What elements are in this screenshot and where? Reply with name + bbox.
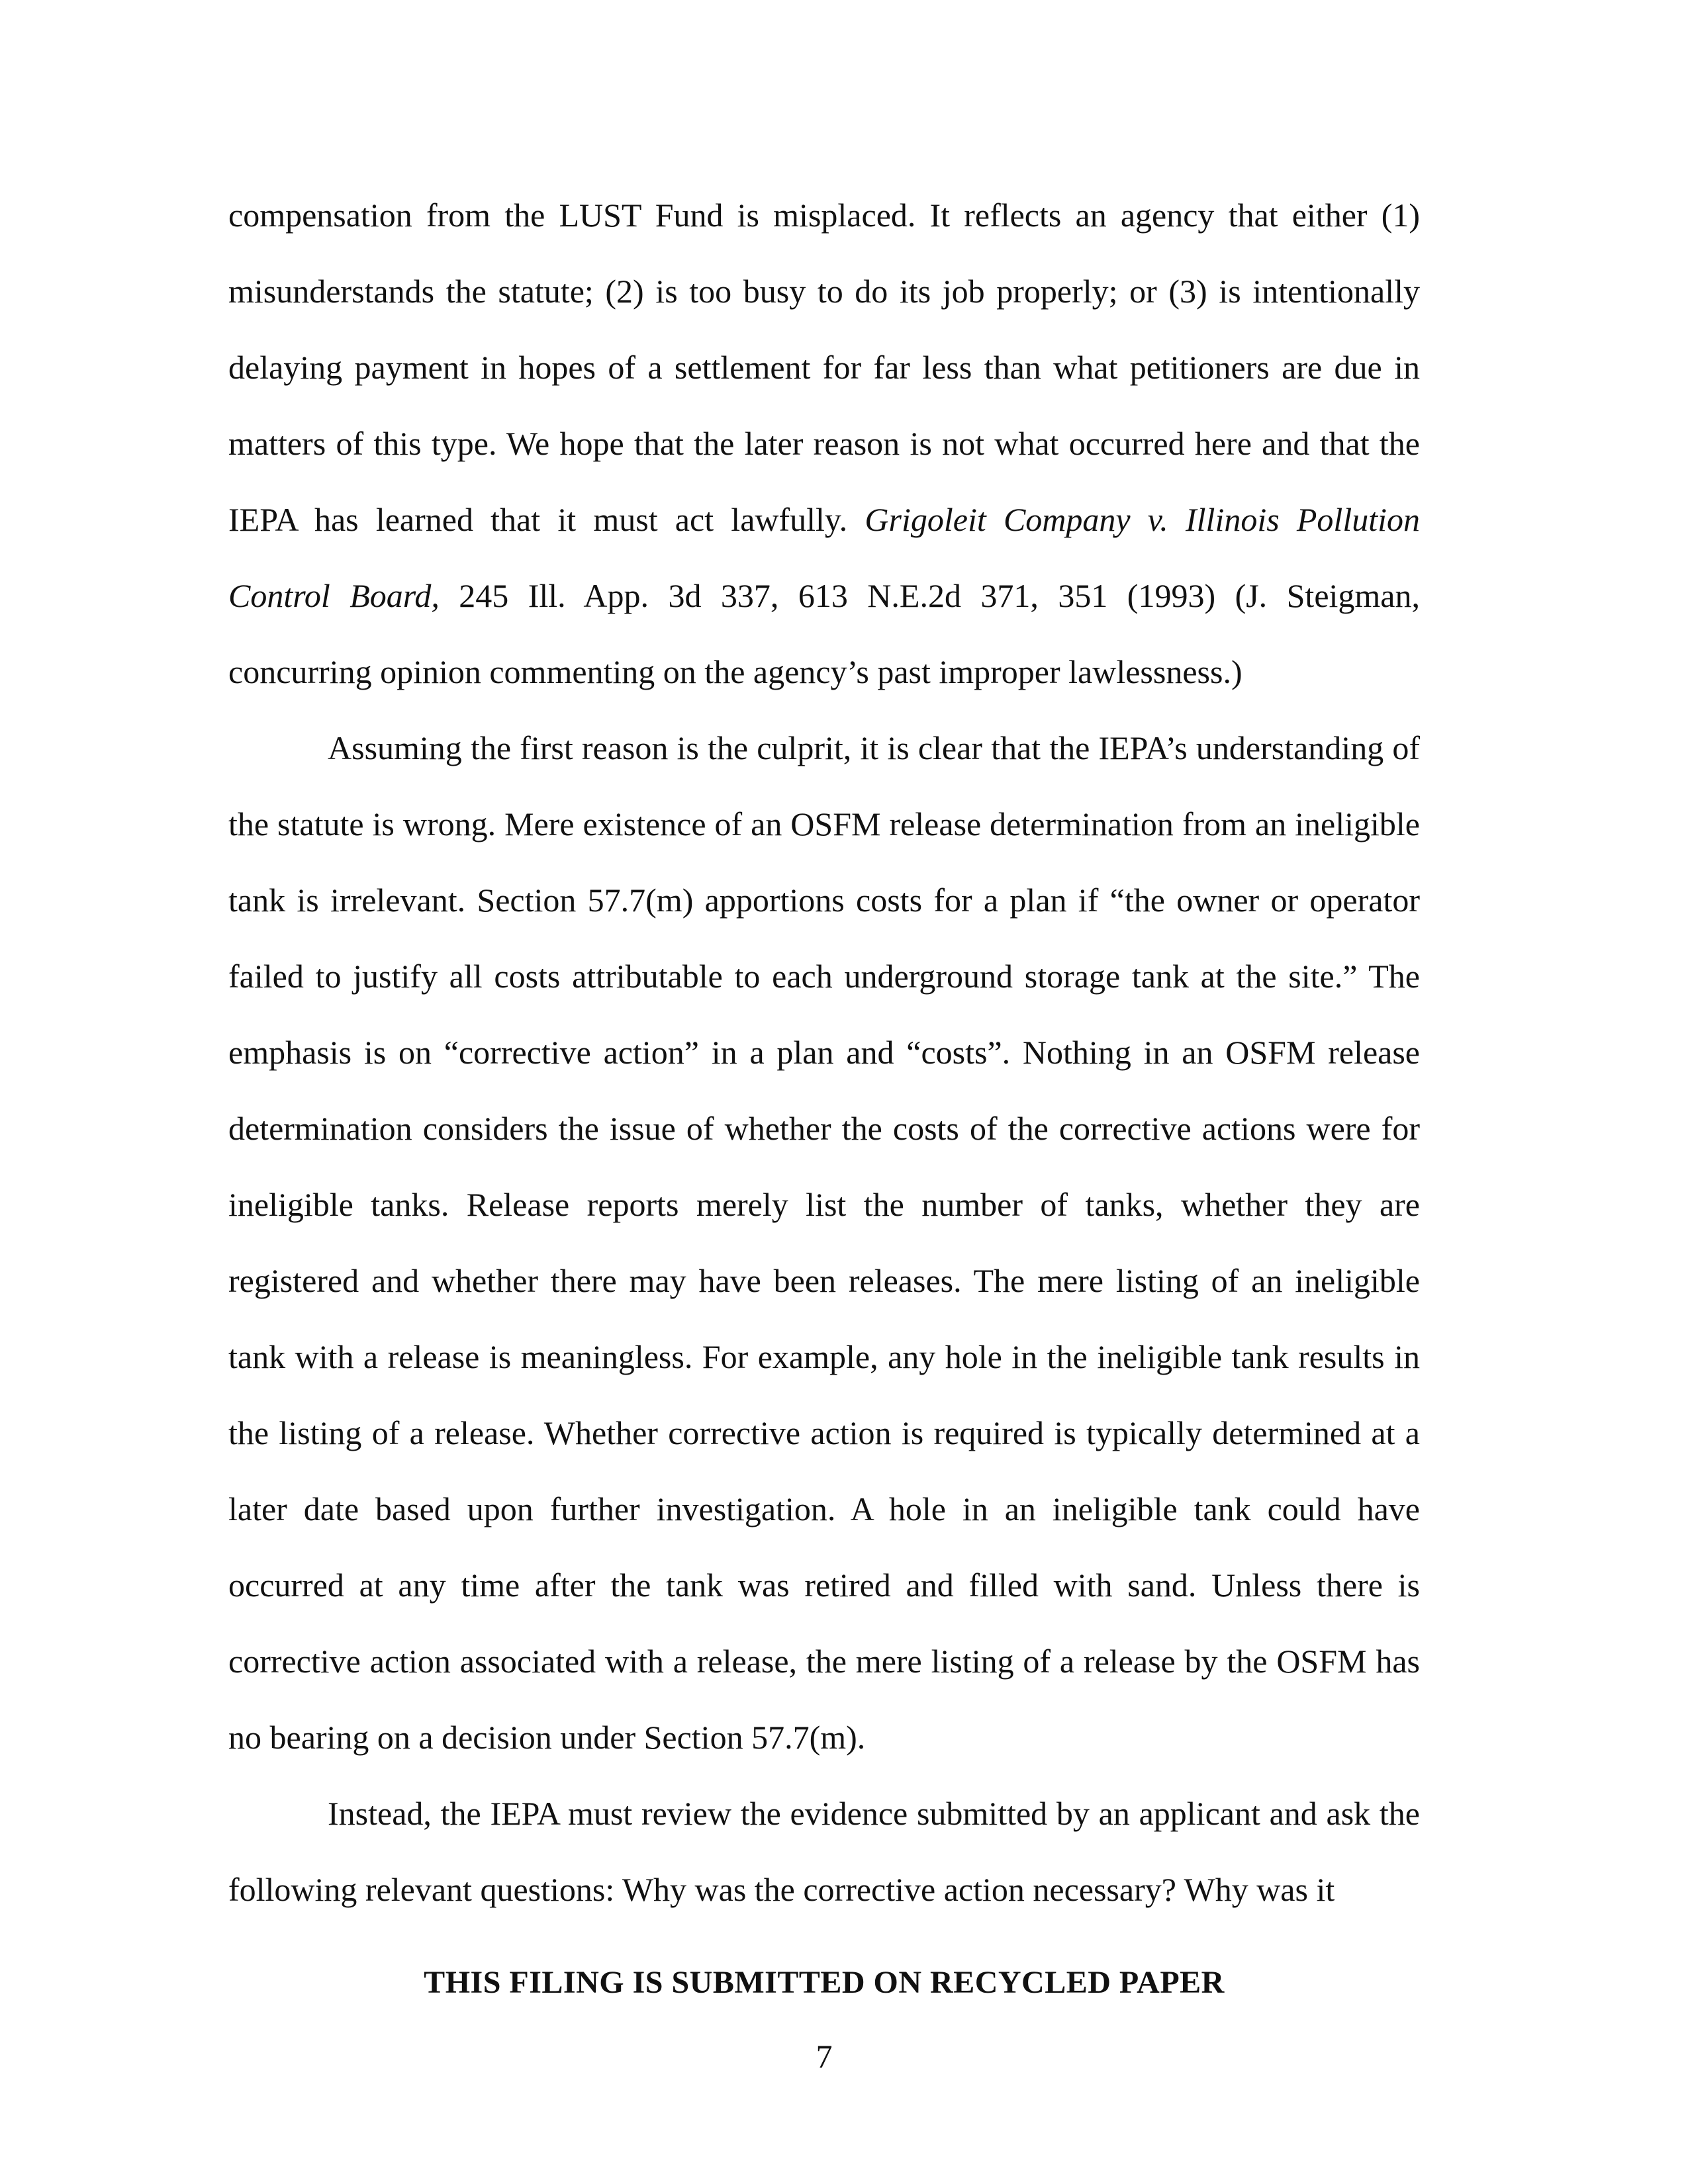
paragraph-2: Assuming the first reason is the culprit, it is clear that the IEPA’s understanding of the statute is wrong. Mere existence of an OSFM release determination from an ineligible tank is irrelevant. Section 57.7(m) apportions costs for a plan if “the owner or operator failed to justify all costs attributable to each underground storage tank at the site.” The emphasis is on “corrective action” in a plan and “costs”. Nothing in an OSFM release determination considers the issue of whether the costs of the corrective actions were for ineligible tanks. Release reports merely list the number of tanks, whether they are registered and whether there may have been releases. The mere listing of an ineligible tank with a release is meaningless. For example, any hole in the ineligible tank results in the listing of a release. Whether corrective action is required is typically determined at a later date based upon further investigation. A hole in an ineligible tank could have occurred at any time after the tank was retired and filled with sand. Unless there is corrective action associated with a release, the mere listing of a release by the OSFM has no bearing on a decision under Section 57.7(m). [228,729,1420,1756]
case-citation-title: Grigoleit Company v. Illinois Pollution Control Board, [228,501,1421,614]
paragraph-3: Instead, the IEPA must review the evidence submitted by an applicant and ask the following relevant questions: Why was the corrective action necessary? Why was it [228,1795,1420,1908]
document-body [228,177,1420,1928]
paragraph-1-citation-detail: 245 Ill. App. 3d 337, 613 N.E.2d 371, 351 (1993) (J. Steigman, concurring opinion commenting on the agency’s past improper lawlessness.) [228,577,1420,690]
recycled-paper-notice: THIS FILING IS SUBMITTED ON RECYCLED PAPER [424,1965,1225,2000]
page-number: 7 [816,2038,833,2075]
paragraph-1 [228,177,1420,710]
paragraph-1-text: compensation from the LUST Fund is misplaced. It reflects an agency that either (1) misunderstands the statute; (2) is too busy to do its job properly; or (3) is intentionally delaying payment in hopes of a settlement for far less than what petitioners are due in matters of this type. We hope that the later reason is not what occurred here and that the IEPA has learned that it must act lawfully. [228,197,1420,538]
